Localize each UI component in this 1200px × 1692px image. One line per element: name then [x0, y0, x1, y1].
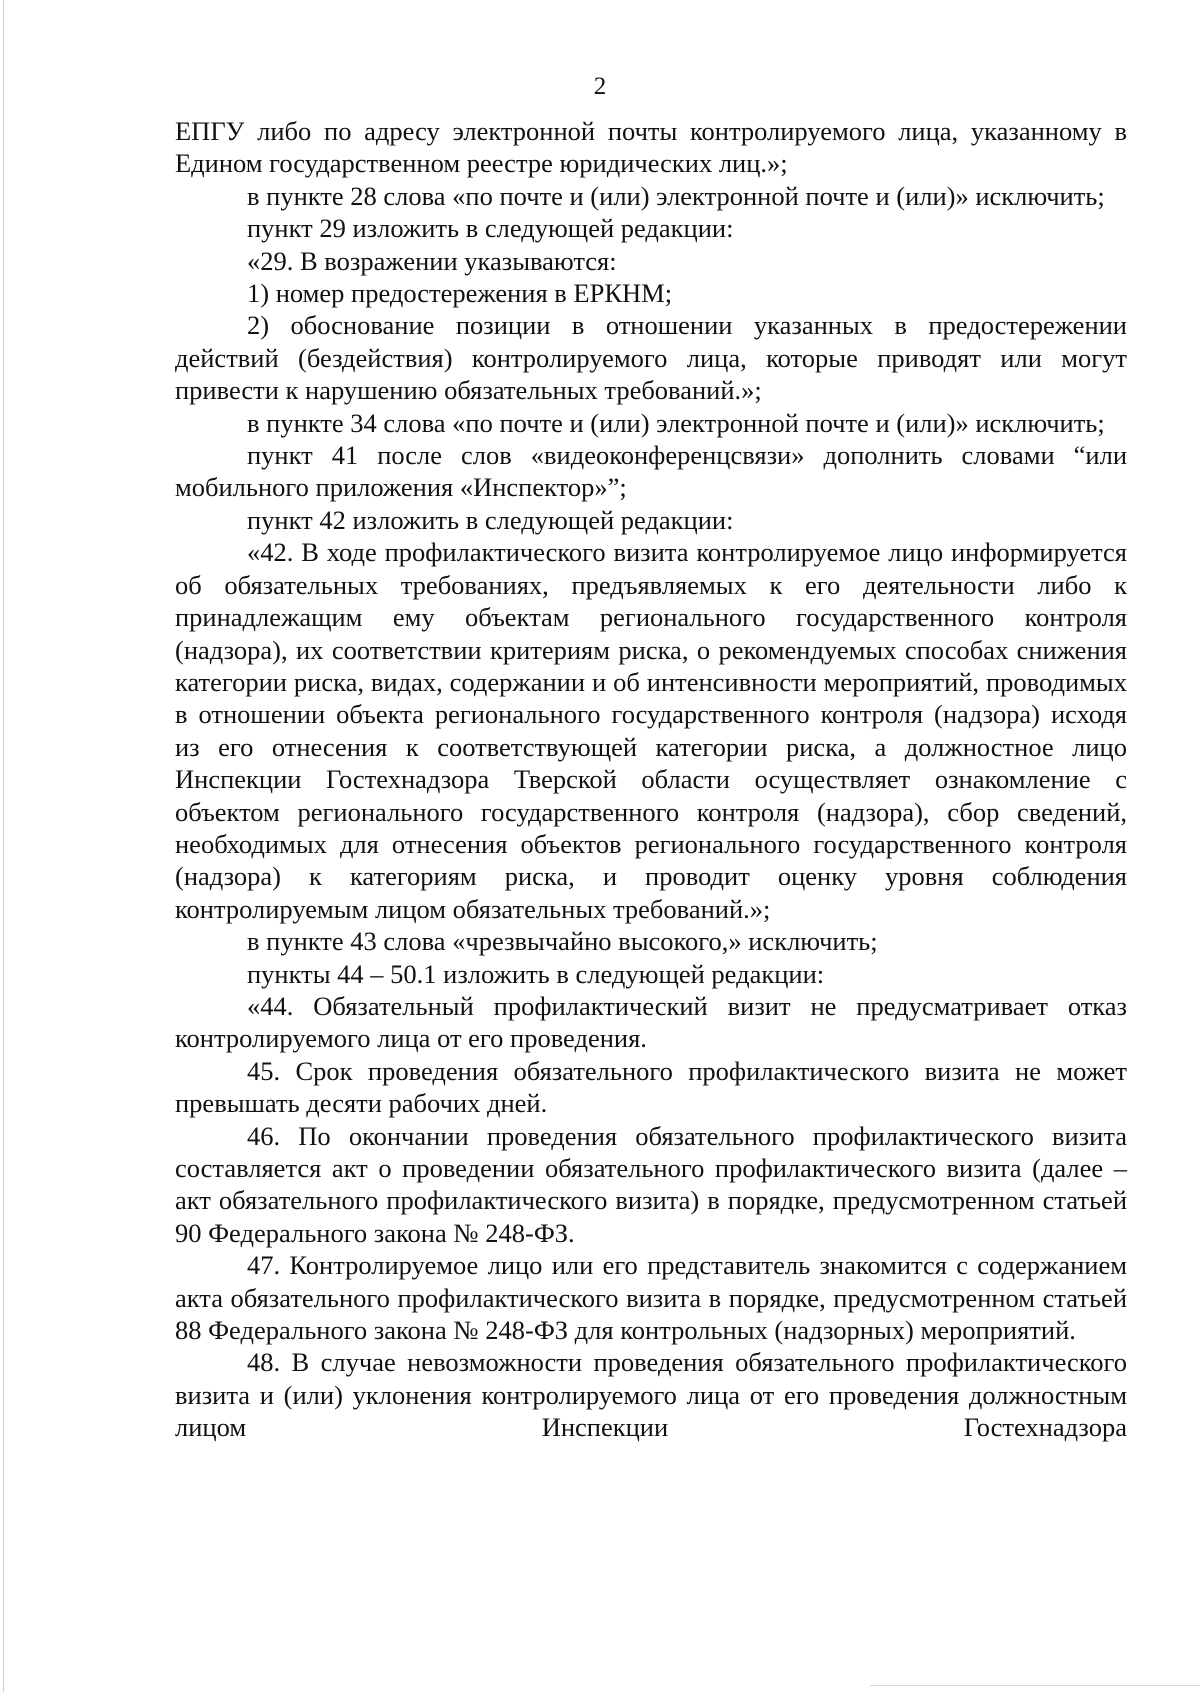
paragraph-13: «44. Обязательный профилактический визит не предусматривает отказ контролируемого лица от его проведения. [175, 990, 1127, 1054]
scan-line [870, 1685, 1200, 1686]
paragraph-6: 2) обоснование позиции в отношении указанных в предостережении действий (бездействия) контролируемого лица, которые приводят или могут привести к нарушению обязательных требований.»; [175, 310, 1127, 406]
paragraph-17: 48. В случае невозможности проведения обязательного профилактического визита и (или) уклонения контролируемого лица от его проведения должностным лицом Инспекции Гостехнадзора [175, 1347, 1127, 1443]
paragraph-11: в пункте 43 слова «чрезвычайно высокого,» исключить; [247, 926, 878, 957]
paragraph-1: ЕПГУ либо по адресу электронной почты контролируемого лица, указанному в Едином государственном реестре юридических лиц.»; [175, 116, 1127, 179]
paragraph-2: в пункте 28 слова «по почте и (или) электронной почте и (или)» исключить; [247, 180, 1105, 211]
paragraph-10: «42. В ходе профилактического визита контролируемое лицо информируется об обязательных требованиях, предъявляемых к его деятельности либо к принадлежащим ему объектам регионального государственного контроля (надзора), их соответствии критериям риска, о рекомендуемых способах снижения категории риска, видах, содержании и об интенсивности мероприятий, проводимых в отношении объекта регионального государственного контроля (надзора) исходя из его отнесения к соответствующей категории риска, а должностное лицо Инспекции Гостехнадзора Тверской области осуществляет ознакомление с объектом регионального государственного контроля (надзора), сбор сведений, необходимых для отнесения объектов регионального государственного контроля (надзора) к категориям риска, и проводит оценку уровня соблюдения контролируемым лицом обязательных требований.»; [175, 537, 1127, 924]
page-number: 2 [593, 73, 607, 100]
paragraph-9: пункт 42 изложить в следующей редакции: [247, 504, 734, 535]
paragraph-15: 46. По окончании проведения обязательного профилактического визита составляется акт о проведении обязательного профилактического визита (далее – акт обязательного профилактического визита) в порядке, предусмотренном статьей 90 Федерального закона № 248-ФЗ. [175, 1120, 1127, 1248]
paragraph-5: 1) номер предостережения в ЕРКНМ; [247, 278, 673, 309]
paragraph-12: пункты 44 – 50.1 изложить в следующей редакции: [247, 958, 825, 989]
paragraph-3: пункт 29 изложить в следующей редакции: [247, 213, 734, 244]
paragraph-4: «29. В возражении указываются: [247, 245, 617, 276]
paragraph-7: в пункте 34 слова «по почте и (или) электронной почте и (или)» исключить; [247, 407, 1105, 438]
scan-edge [3, 0, 4, 1692]
paragraph-8: пункт 41 после слов «видеоконференцсвязи» дополнить словами “или мобильного приложения «Инспектор»”; [175, 440, 1127, 503]
paragraph-14: 45. Срок проведения обязательного профилактического визита не может превышать десяти рабочих дней. [175, 1055, 1127, 1119]
document-body [175, 115, 1127, 1444]
paragraph-16: 47. Контролируемое лицо или его представитель знакомится с содержанием акта обязательного профилактического визита в порядке, предусмотренном статьей 88 Федерального закона № 248-ФЗ для контрольных (надзорных) мероприятий. [175, 1250, 1127, 1346]
